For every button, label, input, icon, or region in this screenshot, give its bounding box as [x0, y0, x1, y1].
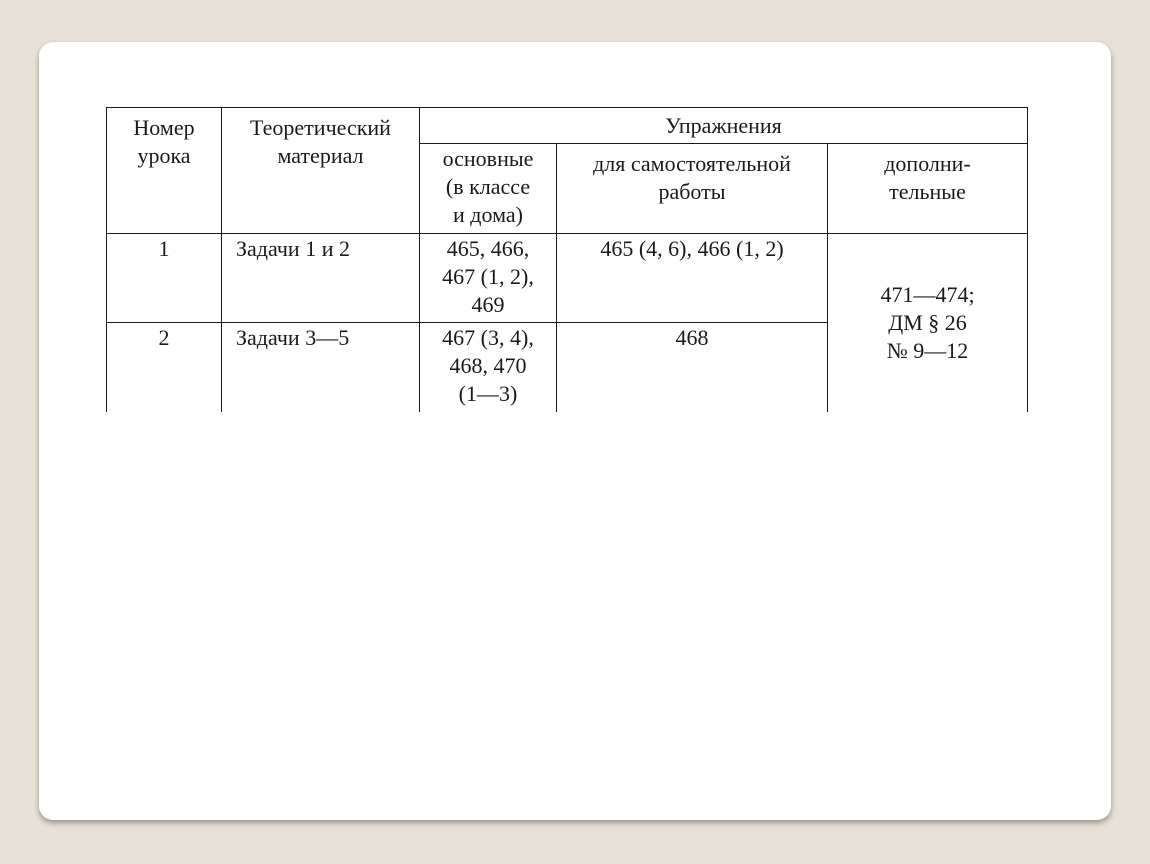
table-row [107, 234, 1028, 323]
row-1-independent: 465 (4, 6), 466 (1, 2) [557, 234, 828, 323]
row-2-independent: 468 [557, 323, 828, 412]
row-1-main: 465, 466, 467 (1, 2), 469 [420, 234, 557, 323]
header-exercises: Упражнения [420, 108, 1028, 144]
header-independent-exercises: для самостоятельной работы [557, 144, 828, 234]
row-2-number: 2 [107, 323, 222, 412]
additional-merged-cell: 471—474; ДМ § 26 № 9—12 [828, 234, 1028, 412]
header-additional-exercises: дополни- тельные [828, 144, 1028, 234]
row-1-theory: Задачи 1 и 2 [222, 234, 420, 323]
row-1-number: 1 [107, 234, 222, 323]
lesson-plan-table [106, 107, 1028, 412]
header-main-exercises: основные (в классе и дома) [420, 144, 557, 234]
row-2-theory: Задачи 3—5 [222, 323, 420, 412]
row-2-main: 467 (3, 4), 468, 470 (1—3) [420, 323, 557, 412]
header-theory: Теоретический материал [222, 108, 420, 234]
header-lesson-number: Номер урока [107, 108, 222, 234]
